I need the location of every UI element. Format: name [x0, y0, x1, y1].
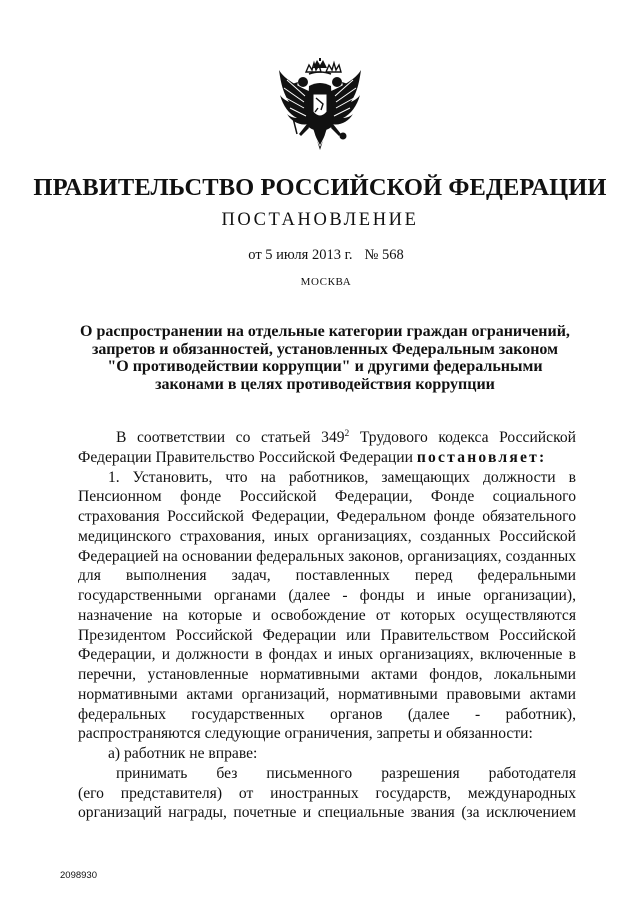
- body-line: принимать без письменного разрешения работодателя: [116, 764, 576, 782]
- body-line: Федерации, и должности в фондах и иных организациях, включенные в: [78, 646, 576, 664]
- russian-coat-of-arms-icon: [273, 58, 367, 158]
- preamble-text: В соответствии со статьей 349: [116, 429, 345, 446]
- title-line: запретов и обязанностей, установленных Федеральным законом: [91, 340, 559, 358]
- title-line: "О противодействии коррупции" и другими федеральными: [107, 358, 543, 375]
- document-number: № 568: [364, 247, 404, 263]
- preamble-line: [78, 448, 576, 468]
- body-line: государственными органами (далее - фонды и иные организации),: [78, 587, 576, 604]
- preamble-text: Федерации Правительство Российской Федерации: [78, 448, 417, 466]
- body-line: а) работник не вправе:: [108, 745, 258, 762]
- body-line: назначение на которые и освобождение от которых осуществляются: [78, 606, 576, 624]
- title-line: О распространении на отдельные категории граждан ограничений,: [80, 323, 570, 340]
- preamble-text-end: Трудового кодекса Российской: [349, 429, 576, 446]
- document-body: [78, 428, 576, 823]
- body-line: Федерацией на основании федеральных законов, организациях, созданных: [78, 547, 576, 565]
- body-line: (его представителя) от иностранных государств, международных: [78, 784, 576, 802]
- document-type: ПОСТАНОВЛЕНИЕ: [221, 210, 419, 230]
- document-city: МОСКВА: [300, 276, 352, 288]
- article-superscript: 2: [344, 429, 350, 439]
- decree-word: постановляет:: [416, 448, 547, 466]
- government-name: ПРАВИТЕЛЬСТВО РОССИЙСКОЙ ФЕДЕРАЦИИ: [33, 174, 607, 201]
- document-date: от 5 июля 2013 г.: [248, 247, 353, 263]
- title-line: законами в целях противодействия коррупции: [155, 375, 495, 393]
- body-line: организаций награды, почетные и специальные звания (за исключением: [78, 804, 576, 822]
- body-line: медицинского страхования, иных организациях, созданных Российской: [78, 527, 576, 545]
- document-code: 2098930: [60, 870, 97, 881]
- document-title: [60, 323, 590, 393]
- date-line: [0, 247, 640, 264]
- body-line: 1. Установить, что на работников, замещающих должности в: [108, 468, 576, 486]
- body-line: Пенсионном фонде Российской Федерации, Фонде социального: [78, 488, 576, 506]
- body-line: распространяются следующие ограничения, запреты и обязанности:: [78, 725, 533, 743]
- body-line: перечни, установленные нормативными актами фондов, локальными: [78, 666, 576, 683]
- body-line: страхования Российской Федерации, Федеральном фонде обязательного: [78, 508, 576, 525]
- body-line: Президентом Российской Федерации или Правительством Российской: [78, 626, 576, 644]
- preamble-line: [78, 428, 576, 448]
- body-line: для выполнения задач, поставленных перед федеральными: [78, 567, 576, 585]
- body-line: федеральных государственных органов (далее - работник),: [78, 705, 576, 723]
- body-line: нормативными актами организаций, нормативными правовыми актами: [78, 685, 576, 703]
